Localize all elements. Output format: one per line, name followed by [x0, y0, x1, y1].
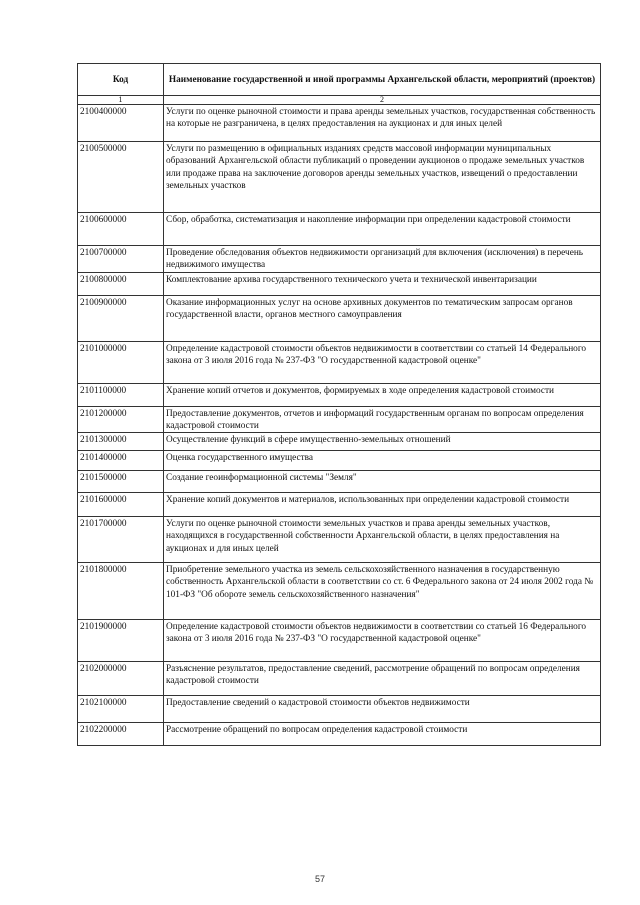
table-row [78, 105, 601, 142]
table-row [78, 142, 601, 213]
row-code: 2100800000 [78, 272, 164, 295]
row-code: 2100900000 [78, 295, 164, 341]
row-code: 2102000000 [78, 662, 164, 696]
table-header-row [78, 64, 601, 96]
row-name: Услуги по оценке рыночной стоимости и права аренды земельных участков, государственная собственность на которые не разграничена, в целях предоставления на аукционах и для иных целей [164, 105, 601, 142]
table-row [78, 295, 601, 341]
row-name: Услуги по оценке рыночной стоимости земельных участков и права аренды земельных участков, находящихся в государственной собственности Архангельской области, в целях предоставления на аукционах и для иных целей [164, 517, 601, 563]
row-code: 2101500000 [78, 471, 164, 493]
table-row [78, 723, 601, 746]
table-row [78, 433, 601, 451]
column-number-2: 2 [164, 96, 601, 105]
table-row [78, 662, 601, 696]
row-name: Сбор, обработка, систематизация и накопление информации при определении кадастровой стоимости [164, 213, 601, 246]
row-code: 2100500000 [78, 142, 164, 213]
row-name: Создание геоинформационной системы "Земля" [164, 471, 601, 493]
row-code: 2101600000 [78, 493, 164, 517]
row-name: Осуществление функций в сфере имущественно-земельных отношений [164, 433, 601, 451]
column-number-1: 1 [78, 96, 164, 105]
row-name: Рассмотрение обращений по вопросам определения кадастровой стоимости [164, 723, 601, 746]
row-code: 2100400000 [78, 105, 164, 142]
table-row [78, 341, 601, 383]
row-name: Разъяснение результатов, предоставление сведений, рассмотрение обращений по вопросам определения кадастровой стоимости [164, 662, 601, 696]
row-name: Определение кадастровой стоимости объектов недвижимости в соответствии со статьей 16 Федерального закона от 3 июля 2016 года № 237-ФЗ "О государственной кадастровой оценке" [164, 620, 601, 662]
row-name: Хранение копий отчетов и документов, формируемых в ходе определения кадастровой стоимости [164, 383, 601, 406]
table-row [78, 517, 601, 563]
row-name: Услуги по размещению в официальных изданиях средств массовой информации муниципальных образований Архангельской области публикаций о проведении аукционов о продаже земельных участков или продаже права на заключение договоров аренды земельных участков, извещений о предоставлении земельных участков [164, 142, 601, 213]
table-row [78, 493, 601, 517]
row-code: 2101700000 [78, 517, 164, 563]
page-number: 57 [314, 874, 325, 884]
header-code: Код [78, 64, 164, 96]
row-name: Оценка государственного имущества [164, 451, 601, 471]
row-name: Предоставление сведений о кадастровой стоимости объектов недвижимости [164, 696, 601, 723]
row-code: 2101400000 [78, 451, 164, 471]
table-row [78, 696, 601, 723]
row-name: Проведение обследования объектов недвижимости организаций для включения (исключения) в перечень недвижимого имущества [164, 246, 601, 273]
table-row [78, 406, 601, 433]
programs-table [77, 63, 601, 746]
header-name: Наименование государственной и иной программы Архангельской области, мероприятий (проектов) [164, 64, 601, 96]
row-name: Приобретение земельного участка из земель сельскохозяйственного назначения в государственную собственность Архангельской области в соответствии со ст. 6 Федерального закона от 24 июля 2002 года № 101-ФЗ "Об обороте земель сельскохозяйственного назначения" [164, 563, 601, 620]
row-code: 2100600000 [78, 213, 164, 246]
table-row [78, 272, 601, 295]
table-row [78, 451, 601, 471]
row-code: 2102100000 [78, 696, 164, 723]
table-row [78, 563, 601, 620]
row-name: Хранение копий документов и материалов, использованных при определении кадастровой стоимости [164, 493, 601, 517]
row-code: 2101200000 [78, 406, 164, 433]
row-code: 2102200000 [78, 723, 164, 746]
table-row [78, 383, 601, 406]
table-row [78, 471, 601, 493]
row-name: Комплектование архива государственного технического учета и технической инвентаризации [164, 272, 601, 295]
table-row [78, 246, 601, 273]
row-code: 2100700000 [78, 246, 164, 273]
row-code: 2101900000 [78, 620, 164, 662]
table-row [78, 213, 601, 246]
row-code: 2101100000 [78, 383, 164, 406]
row-name: Предоставление документов, отчетов и информаций государственным органам по вопросам определения кадастровой стоимости [164, 406, 601, 433]
row-code: 2101000000 [78, 341, 164, 383]
row-name: Определение кадастровой стоимости объектов недвижимости в соответствии со статьей 14 Федерального закона от 3 июля 2016 года № 237-ФЗ "О государственной кадастровой оценке" [164, 341, 601, 383]
table-row [78, 620, 601, 662]
column-number-row [78, 96, 601, 105]
row-name: Оказание информационных услуг на основе архивных документов по тематическим запросам органов государственной власти, органов местного самоуправления [164, 295, 601, 341]
row-code: 2101800000 [78, 563, 164, 620]
row-code: 2101300000 [78, 433, 164, 451]
